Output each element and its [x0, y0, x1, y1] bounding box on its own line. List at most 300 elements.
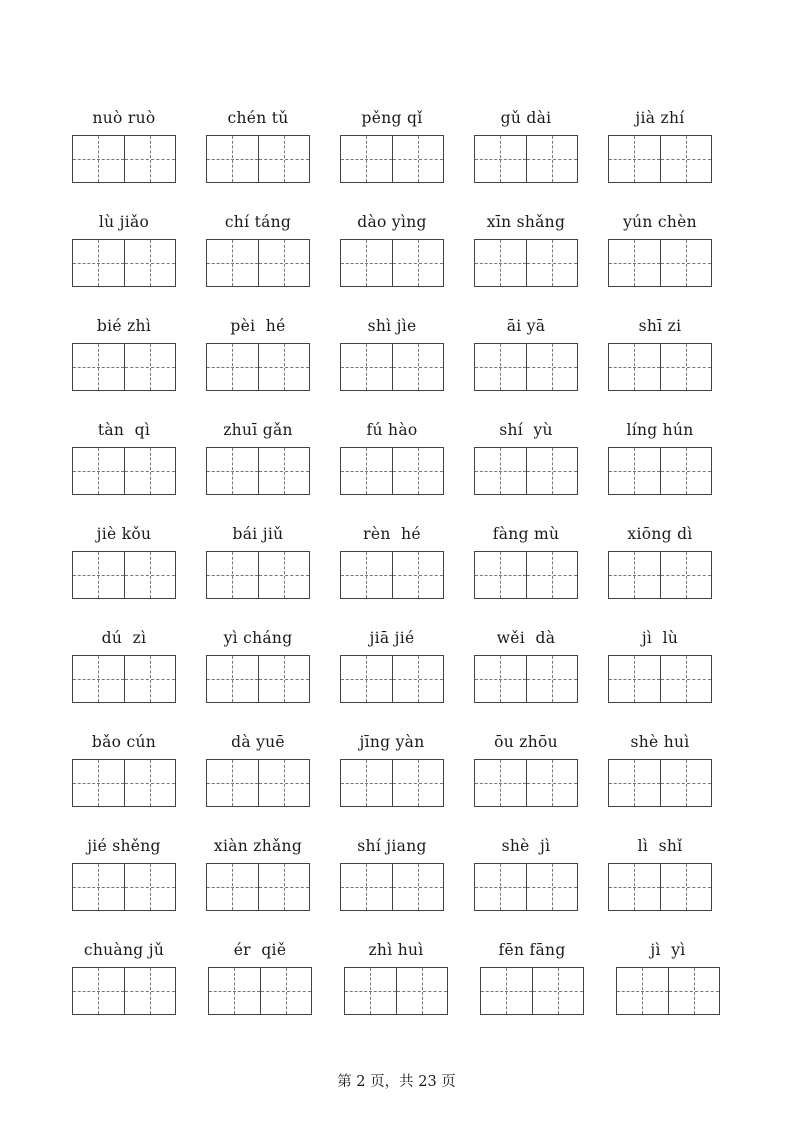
tianzige-box[interactable] — [609, 448, 660, 494]
pinyin-label: fēn fāng — [498, 941, 566, 959]
pinyin-label: shè jì — [501, 837, 551, 855]
tianzige-box[interactable] — [258, 864, 310, 910]
writing-boxes[interactable] — [340, 655, 444, 703]
tianzige-box[interactable] — [475, 136, 526, 182]
pinyin-label: xīn shǎng — [486, 213, 566, 231]
pinyin-label: jiè kǒu — [96, 525, 152, 543]
word-cell — [188, 109, 328, 199]
tianzige-box[interactable] — [396, 968, 448, 1014]
guide-line-vertical — [150, 344, 151, 390]
guide-line-vertical — [98, 656, 99, 702]
tianzige-box[interactable] — [341, 552, 392, 598]
tianzige-box[interactable] — [124, 864, 176, 910]
tianzige-box[interactable] — [258, 448, 310, 494]
pinyin-label: zhì huì — [368, 941, 424, 959]
writing-boxes[interactable] — [340, 135, 444, 183]
guide-line-vertical — [284, 656, 285, 702]
guide-line-vertical — [694, 968, 695, 1014]
tianzige-box[interactable] — [341, 344, 392, 390]
tianzige-box[interactable] — [660, 864, 712, 910]
tianzige-box[interactable] — [392, 760, 444, 806]
tianzige-box[interactable] — [207, 656, 258, 702]
guide-line-vertical — [98, 240, 99, 286]
pinyin-label: shī zi — [638, 317, 682, 335]
writing-boxes[interactable] — [206, 759, 310, 807]
pinyin-label: dà yuē — [231, 733, 285, 751]
tianzige-box[interactable] — [617, 968, 668, 1014]
tianzige-box[interactable] — [660, 344, 712, 390]
guide-line-vertical — [500, 240, 501, 286]
word-cell — [326, 941, 466, 1031]
writing-boxes[interactable] — [608, 135, 712, 183]
tianzige-box[interactable] — [475, 552, 526, 598]
pinyin-label: shí yù — [499, 421, 553, 439]
word-cell — [322, 421, 462, 511]
pinyin-label: jīng yàn — [359, 733, 425, 751]
word-cell — [54, 629, 194, 719]
guide-line-vertical — [284, 136, 285, 182]
guide-line-vertical — [98, 968, 99, 1014]
guide-line-vertical — [370, 968, 371, 1014]
guide-line-vertical — [634, 240, 635, 286]
writing-boxes[interactable] — [72, 239, 176, 287]
guide-line-vertical — [686, 136, 687, 182]
guide-line-vertical — [366, 136, 367, 182]
guide-line-vertical — [98, 344, 99, 390]
guide-line-vertical — [232, 864, 233, 910]
writing-boxes[interactable] — [206, 447, 310, 495]
tianzige-box[interactable] — [73, 864, 124, 910]
tianzige-box[interactable] — [475, 656, 526, 702]
guide-line-vertical — [552, 136, 553, 182]
guide-line-vertical — [150, 968, 151, 1014]
writing-boxes[interactable] — [72, 343, 176, 391]
tianzige-box[interactable] — [73, 552, 124, 598]
guide-line-vertical — [552, 448, 553, 494]
guide-line-vertical — [686, 864, 687, 910]
guide-line-vertical — [418, 240, 419, 286]
tianzige-box[interactable] — [526, 344, 578, 390]
tianzige-box[interactable] — [660, 656, 712, 702]
tianzige-box[interactable] — [124, 656, 176, 702]
tianzige-box[interactable] — [207, 864, 258, 910]
word-cell — [54, 941, 194, 1031]
tianzige-box[interactable] — [341, 760, 392, 806]
tianzige-box[interactable] — [392, 136, 444, 182]
tianzige-box[interactable] — [392, 448, 444, 494]
word-cell — [322, 213, 462, 303]
tianzige-box[interactable] — [341, 240, 392, 286]
tianzige-box[interactable] — [124, 968, 176, 1014]
guide-line-vertical — [634, 656, 635, 702]
tianzige-box[interactable] — [258, 344, 310, 390]
word-cell — [54, 733, 194, 823]
guide-line-vertical — [500, 864, 501, 910]
tianzige-box[interactable] — [526, 864, 578, 910]
tianzige-box[interactable] — [258, 240, 310, 286]
guide-line-vertical — [284, 344, 285, 390]
writing-boxes[interactable] — [206, 135, 310, 183]
guide-line-vertical — [634, 344, 635, 390]
writing-boxes[interactable] — [608, 655, 712, 703]
pinyin-label: bié zhì — [96, 317, 152, 335]
writing-boxes[interactable] — [72, 447, 176, 495]
word-cell — [54, 317, 194, 407]
writing-boxes[interactable] — [72, 135, 176, 183]
guide-line-vertical — [98, 136, 99, 182]
tianzige-box[interactable] — [392, 656, 444, 702]
word-cell — [590, 109, 730, 199]
pinyin-label: pèi hé — [230, 317, 286, 335]
guide-line-vertical — [286, 968, 287, 1014]
tianzige-box[interactable] — [207, 552, 258, 598]
pinyin-label: shè huì — [630, 733, 690, 751]
word-cell — [188, 525, 328, 615]
pinyin-label: nuò ruò — [92, 109, 156, 127]
tianzige-box[interactable] — [609, 864, 660, 910]
guide-line-vertical — [500, 760, 501, 806]
word-cell — [456, 213, 596, 303]
guide-line-vertical — [150, 136, 151, 182]
tianzige-box[interactable] — [660, 240, 712, 286]
writing-boxes[interactable] — [208, 967, 312, 1015]
guide-line-vertical — [150, 864, 151, 910]
writing-boxes[interactable] — [474, 759, 578, 807]
guide-line-vertical — [98, 552, 99, 598]
pinyin-label: bǎo cún — [91, 733, 157, 751]
tianzige-box[interactable] — [609, 136, 660, 182]
word-cell — [322, 837, 462, 927]
writing-boxes[interactable] — [206, 551, 310, 599]
word-cell — [54, 837, 194, 927]
pinyin-label: rèn hé — [363, 525, 421, 543]
writing-boxes[interactable] — [72, 967, 176, 1015]
guide-line-vertical — [232, 240, 233, 286]
guide-line-vertical — [686, 344, 687, 390]
writing-boxes[interactable] — [340, 447, 444, 495]
guide-line-vertical — [422, 968, 423, 1014]
word-cell — [456, 421, 596, 511]
writing-boxes[interactable] — [340, 551, 444, 599]
writing-boxes[interactable] — [474, 447, 578, 495]
tianzige-box[interactable] — [73, 136, 124, 182]
guide-line-vertical — [232, 136, 233, 182]
writing-boxes[interactable] — [608, 447, 712, 495]
writing-boxes[interactable] — [206, 863, 310, 911]
tianzige-box[interactable] — [392, 240, 444, 286]
tianzige-box[interactable] — [526, 656, 578, 702]
tianzige-box[interactable] — [124, 136, 176, 182]
tianzige-box[interactable] — [73, 448, 124, 494]
tianzige-box[interactable] — [124, 448, 176, 494]
pinyin-label: āi yā — [506, 317, 546, 335]
word-cell — [188, 629, 328, 719]
guide-line-vertical — [366, 552, 367, 598]
pinyin-label: yún chèn — [623, 213, 697, 231]
guide-line-vertical — [150, 448, 151, 494]
tianzige-box[interactable] — [260, 968, 312, 1014]
tianzige-box[interactable] — [258, 136, 310, 182]
tianzige-box[interactable] — [660, 448, 712, 494]
pinyin-label: yì cháng — [223, 629, 293, 647]
pinyin-label: lù jiǎo — [98, 213, 150, 231]
writing-boxes[interactable] — [340, 343, 444, 391]
word-cell — [590, 629, 730, 719]
guide-line-vertical — [366, 760, 367, 806]
guide-line-vertical — [634, 864, 635, 910]
tianzige-box[interactable] — [526, 552, 578, 598]
word-cell — [456, 837, 596, 927]
word-cell — [322, 109, 462, 199]
guide-line-vertical — [284, 760, 285, 806]
word-cell — [54, 421, 194, 511]
tianzige-box[interactable] — [73, 656, 124, 702]
guide-line-vertical — [506, 968, 507, 1014]
guide-line-vertical — [98, 448, 99, 494]
guide-line-vertical — [232, 552, 233, 598]
pinyin-label: jì yì — [650, 941, 686, 959]
writing-boxes[interactable] — [608, 239, 712, 287]
tianzige-box[interactable] — [660, 552, 712, 598]
tianzige-box[interactable] — [526, 448, 578, 494]
guide-line-vertical — [98, 864, 99, 910]
guide-line-vertical — [366, 864, 367, 910]
pinyin-label: xiōng dì — [627, 525, 693, 543]
tianzige-box[interactable] — [207, 760, 258, 806]
writing-boxes[interactable] — [474, 551, 578, 599]
guide-line-vertical — [284, 240, 285, 286]
writing-boxes[interactable] — [72, 655, 176, 703]
tianzige-box[interactable] — [609, 552, 660, 598]
writing-boxes[interactable] — [206, 343, 310, 391]
word-cell — [456, 317, 596, 407]
word-cell — [188, 317, 328, 407]
word-cell — [188, 733, 328, 823]
guide-line-vertical — [98, 760, 99, 806]
guide-line-vertical — [418, 136, 419, 182]
tianzige-box[interactable] — [124, 344, 176, 390]
tianzige-box[interactable] — [73, 760, 124, 806]
word-cell — [590, 525, 730, 615]
writing-boxes[interactable] — [206, 655, 310, 703]
tianzige-box[interactable] — [532, 968, 584, 1014]
pinyin-label: gǔ dài — [500, 109, 552, 127]
tianzige-box[interactable] — [345, 968, 396, 1014]
guide-line-vertical — [552, 760, 553, 806]
writing-boxes[interactable] — [72, 551, 176, 599]
word-cell — [462, 941, 602, 1031]
tianzige-box[interactable] — [609, 760, 660, 806]
guide-line-vertical — [150, 240, 151, 286]
tianzige-box[interactable] — [475, 864, 526, 910]
guide-line-vertical — [552, 552, 553, 598]
writing-boxes[interactable] — [608, 759, 712, 807]
tianzige-box[interactable] — [475, 344, 526, 390]
guide-line-vertical — [418, 448, 419, 494]
pinyin-label: chí táng — [224, 213, 292, 231]
pinyin-label: zhuī gǎn — [223, 421, 293, 439]
word-cell — [456, 733, 596, 823]
tianzige-box[interactable] — [258, 656, 310, 702]
tianzige-box[interactable] — [475, 760, 526, 806]
tianzige-box[interactable] — [660, 136, 712, 182]
guide-line-vertical — [366, 240, 367, 286]
tianzige-box[interactable] — [668, 968, 720, 1014]
guide-line-vertical — [634, 552, 635, 598]
word-cell — [322, 733, 462, 823]
writing-boxes[interactable] — [72, 863, 176, 911]
pinyin-label: lì shǐ — [637, 837, 683, 855]
pinyin-label: bái jiǔ — [232, 525, 284, 543]
tianzige-box[interactable] — [124, 240, 176, 286]
tianzige-box[interactable] — [609, 240, 660, 286]
writing-boxes[interactable] — [344, 967, 448, 1015]
guide-line-vertical — [558, 968, 559, 1014]
guide-line-vertical — [634, 136, 635, 182]
tianzige-box[interactable] — [341, 656, 392, 702]
writing-boxes[interactable] — [474, 655, 578, 703]
word-cell — [54, 109, 194, 199]
tianzige-box[interactable] — [73, 344, 124, 390]
guide-line-vertical — [232, 448, 233, 494]
tianzige-box[interactable] — [475, 448, 526, 494]
tianzige-box[interactable] — [609, 344, 660, 390]
guide-line-vertical — [232, 656, 233, 702]
tianzige-box[interactable] — [475, 240, 526, 286]
writing-boxes[interactable] — [480, 967, 584, 1015]
pinyin-label: ér qiě — [233, 941, 287, 959]
tianzige-box[interactable] — [526, 240, 578, 286]
writing-boxes[interactable] — [340, 239, 444, 287]
writing-boxes[interactable] — [206, 239, 310, 287]
pinyin-label: jiā jié — [369, 629, 415, 647]
pinyin-label: tàn qì — [97, 421, 151, 439]
word-cell — [456, 109, 596, 199]
word-cell — [322, 317, 462, 407]
tianzige-box[interactable] — [209, 968, 260, 1014]
pinyin-label: ōu zhōu — [494, 733, 558, 751]
word-cell — [188, 213, 328, 303]
tianzige-box[interactable] — [481, 968, 532, 1014]
tianzige-box[interactable] — [341, 448, 392, 494]
guide-line-vertical — [232, 760, 233, 806]
tianzige-box[interactable] — [207, 136, 258, 182]
pinyin-label: pěng qǐ — [361, 109, 423, 127]
pinyin-label: xiàn zhǎng — [213, 837, 303, 855]
tianzige-box[interactable] — [609, 656, 660, 702]
guide-line-vertical — [234, 968, 235, 1014]
tianzige-box[interactable] — [73, 968, 124, 1014]
writing-boxes[interactable] — [340, 759, 444, 807]
pinyin-label: dào yìng — [357, 213, 427, 231]
guide-line-vertical — [150, 552, 151, 598]
guide-line-vertical — [284, 864, 285, 910]
pinyin-label: dú zì — [101, 629, 147, 647]
pinyin-label: jié shěng — [87, 837, 161, 855]
tianzige-box[interactable] — [124, 552, 176, 598]
pinyin-label: shì jìe — [367, 317, 417, 335]
guide-line-vertical — [232, 344, 233, 390]
tianzige-box[interactable] — [392, 552, 444, 598]
guide-line-vertical — [686, 656, 687, 702]
tianzige-box[interactable] — [207, 344, 258, 390]
word-cell — [590, 837, 730, 927]
guide-line-vertical — [686, 240, 687, 286]
word-cell — [590, 421, 730, 511]
guide-line-vertical — [366, 656, 367, 702]
guide-line-vertical — [642, 968, 643, 1014]
tianzige-box[interactable] — [392, 344, 444, 390]
writing-boxes[interactable] — [608, 551, 712, 599]
tianzige-box[interactable] — [526, 760, 578, 806]
writing-boxes[interactable] — [474, 239, 578, 287]
guide-line-vertical — [634, 760, 635, 806]
tianzige-box[interactable] — [660, 760, 712, 806]
pinyin-label: shí jiang — [357, 837, 427, 855]
guide-line-vertical — [284, 448, 285, 494]
guide-line-vertical — [552, 344, 553, 390]
writing-boxes[interactable] — [616, 967, 720, 1015]
guide-line-vertical — [634, 448, 635, 494]
guide-line-vertical — [418, 344, 419, 390]
tianzige-box[interactable] — [207, 240, 258, 286]
writing-boxes[interactable] — [72, 759, 176, 807]
writing-boxes[interactable] — [474, 135, 578, 183]
guide-line-vertical — [500, 344, 501, 390]
tianzige-box[interactable] — [341, 864, 392, 910]
word-cell — [590, 213, 730, 303]
guide-line-vertical — [500, 656, 501, 702]
writing-boxes[interactable] — [474, 863, 578, 911]
guide-line-vertical — [500, 136, 501, 182]
guide-line-vertical — [552, 864, 553, 910]
tianzige-box[interactable] — [526, 136, 578, 182]
pinyin-label: chén tǔ — [227, 109, 289, 127]
word-cell — [188, 837, 328, 927]
tianzige-box[interactable] — [341, 136, 392, 182]
word-cell — [54, 525, 194, 615]
writing-boxes[interactable] — [608, 863, 712, 911]
pinyin-label: wěi dà — [496, 629, 556, 647]
guide-line-vertical — [418, 552, 419, 598]
word-cell — [590, 317, 730, 407]
guide-line-vertical — [418, 864, 419, 910]
writing-boxes[interactable] — [474, 343, 578, 391]
guide-line-vertical — [500, 448, 501, 494]
tianzige-box[interactable] — [73, 240, 124, 286]
word-cell — [598, 941, 738, 1031]
word-cell — [54, 213, 194, 303]
guide-line-vertical — [150, 760, 151, 806]
guide-line-vertical — [686, 552, 687, 598]
guide-line-vertical — [150, 656, 151, 702]
tianzige-box[interactable] — [392, 864, 444, 910]
word-cell — [322, 525, 462, 615]
word-cell — [190, 941, 330, 1031]
pinyin-label: chuàng jǔ — [83, 941, 165, 959]
guide-line-vertical — [552, 656, 553, 702]
page-footer: 第 2 页，共 23 页 — [337, 1074, 456, 1090]
writing-boxes[interactable] — [608, 343, 712, 391]
tianzige-box[interactable] — [258, 760, 310, 806]
tianzige-box[interactable] — [124, 760, 176, 806]
word-cell — [590, 733, 730, 823]
tianzige-box[interactable] — [258, 552, 310, 598]
writing-boxes[interactable] — [340, 863, 444, 911]
tianzige-box[interactable] — [207, 448, 258, 494]
word-cell — [188, 421, 328, 511]
pinyin-label: jià zhí — [635, 109, 685, 127]
